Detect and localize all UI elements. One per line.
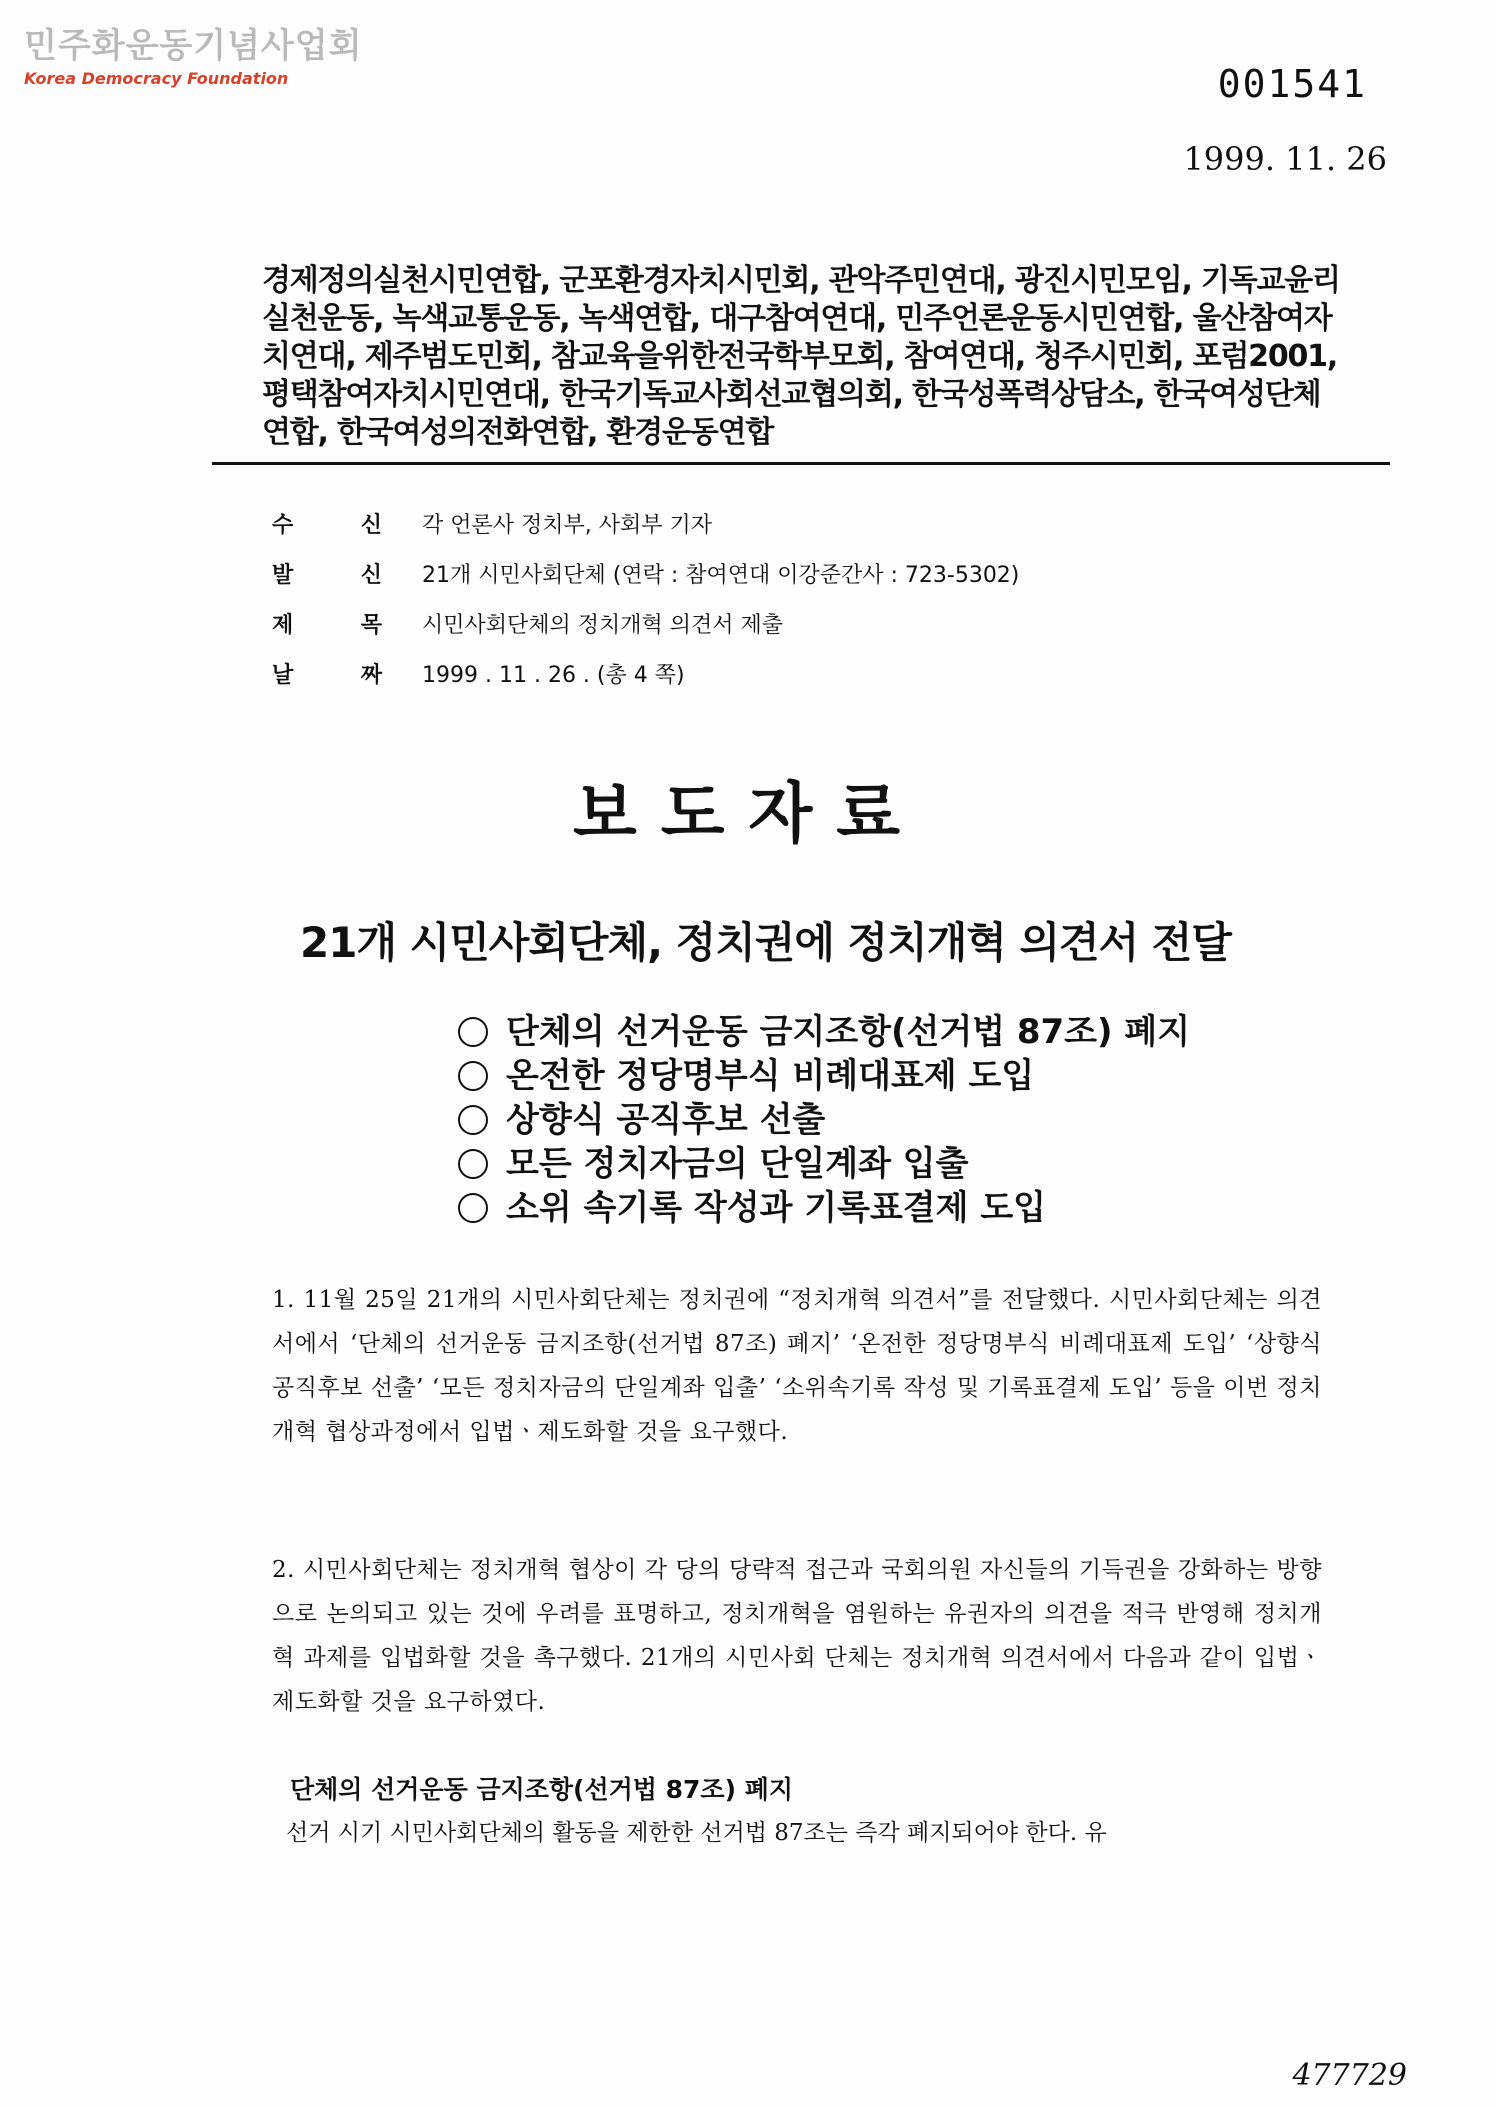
meta-value: 시민사회단체의 정치개혁 의견서 제출: [422, 612, 784, 638]
circle-bullet-icon: [458, 1193, 488, 1223]
meta-label-char: 날: [272, 662, 294, 688]
received-date: 1999. 11. 26: [1183, 140, 1387, 178]
document-number: 001541: [1217, 62, 1367, 106]
meta-label-char: 발: [272, 562, 294, 588]
section-text: 선거 시기 시민사회단체의 활동을 제한한 선거법 87조는 즉각 폐지되어야 한다. 유: [286, 1820, 1107, 1846]
meta-label: [272, 658, 422, 689]
meta-row-recipient: [272, 498, 1019, 548]
meta-value: 1999 . 11 . 26 . (총 4 쪽): [422, 662, 685, 688]
page-code: 477729: [1292, 2058, 1407, 2093]
section-heading: 단체의 선거운동 금지조항(선거법 87조) 폐지: [290, 1775, 794, 1804]
key-point-item: [458, 1186, 1190, 1230]
meta-label: [272, 608, 422, 639]
key-point-text: 상향식 공직후보 선출: [506, 1100, 826, 1140]
meta-label-char: 목: [360, 612, 382, 638]
meta-row-sender: [272, 548, 1019, 598]
key-point-text: 소위 속기록 작성과 기록표결제 도입: [506, 1188, 1047, 1228]
foundation-logo: [24, 18, 362, 88]
logo-korean-text: 민주화운동기념사업회: [24, 26, 363, 66]
key-point-item: [458, 1010, 1190, 1054]
meta-label-char: 짜: [360, 662, 382, 688]
key-point-item: [458, 1054, 1190, 1098]
meta-label-char: 신: [360, 512, 382, 538]
meta-value: 21개 시민사회단체 (연락 : 참여연대 이강준간사 : 723-5302): [422, 562, 1020, 588]
logo-english-text: Korea Democracy Foundation: [24, 69, 289, 88]
key-point-item: [458, 1142, 1190, 1186]
meta-label-char: 수: [272, 512, 294, 538]
meta-value: 각 언론사 정치부, 사회부 기자: [422, 512, 712, 538]
press-release-title: 보도자료: [572, 775, 925, 852]
circle-bullet-icon: [458, 1061, 488, 1091]
metadata-block: [272, 498, 1019, 698]
meta-label-char: 신: [360, 562, 382, 588]
meta-label: [272, 508, 422, 539]
circle-bullet-icon: [458, 1105, 488, 1135]
body-paragraph-2: 2. 시민사회단체는 정치개혁 협상이 각 당의 당략적 접근과 국회의원 자신들의 기득권을 강화하는 방향으로 논의되고 있는 것에 우려를 표명하고, 정치개혁을 염원하는 유권자의 의견을 적극 반영해 정치개혁 과제를 입법화할 것을 촉구했다. 21개의 시민사회 단체는 정치개혁 의견서에서 다음과 같이 입법ㆍ제도화할 것을 요구하였다.: [272, 1557, 1322, 1715]
key-point-item: [458, 1098, 1190, 1142]
circle-bullet-icon: [458, 1149, 488, 1179]
headline: 21개 시민사회단체, 정치권에 정치개혁 의견서 전달: [300, 918, 1231, 967]
header-divider: [212, 462, 1390, 465]
organization-list: 경제정의실천시민연합, 군포환경자치시민회, 관악주민연대, 광진시민모임, 기독교윤리실천운동, 녹색교통운동, 녹색연합, 대구참여연대, 민주언론운동시민연합, 울산참여자치연대, 제주범도민회, 참교육을위한전국학부모회, 참여연대, 청주시민회, 포럼2001, 평택참여자치시민연대, 한국기독교사회선교협의회, 한국성폭력상담소, 한국여성단체연합, 한국여성의전화연합, 환경운동연합: [262, 263, 1340, 450]
key-point-text: 온전한 정당명부식 비례대표제 도입: [506, 1056, 1035, 1096]
circle-bullet-icon: [458, 1017, 488, 1047]
meta-row-subject: [272, 598, 1019, 648]
key-points-list: [458, 1010, 1190, 1230]
key-point-text: 모든 정치자금의 단일계좌 입출: [506, 1144, 969, 1184]
key-point-text: 단체의 선거운동 금지조항(선거법 87조) 폐지: [506, 1012, 1191, 1052]
meta-row-date: [272, 648, 1019, 698]
meta-label: [272, 558, 422, 589]
body-paragraph-1: 1. 11월 25일 21개의 시민사회단체는 정치권에 “정치개혁 의견서”를 전달했다. 시민사회단체는 의견서에서 ‘단체의 선거운동 금지조항(선거법 87조) 폐지’ ‘온전한 정당명부식 비례대표제 도입’ ‘상향식 공직후보 선출’ ‘모든 정치자금의 단일계좌 입출’ ‘소위속기록 작성 및 기록표결제 도입’ 등을 이번 정치개혁 협상과정에서 입법ㆍ제도화할 것을 요구했다.: [272, 1287, 1322, 1445]
meta-label-char: 제: [272, 612, 294, 638]
